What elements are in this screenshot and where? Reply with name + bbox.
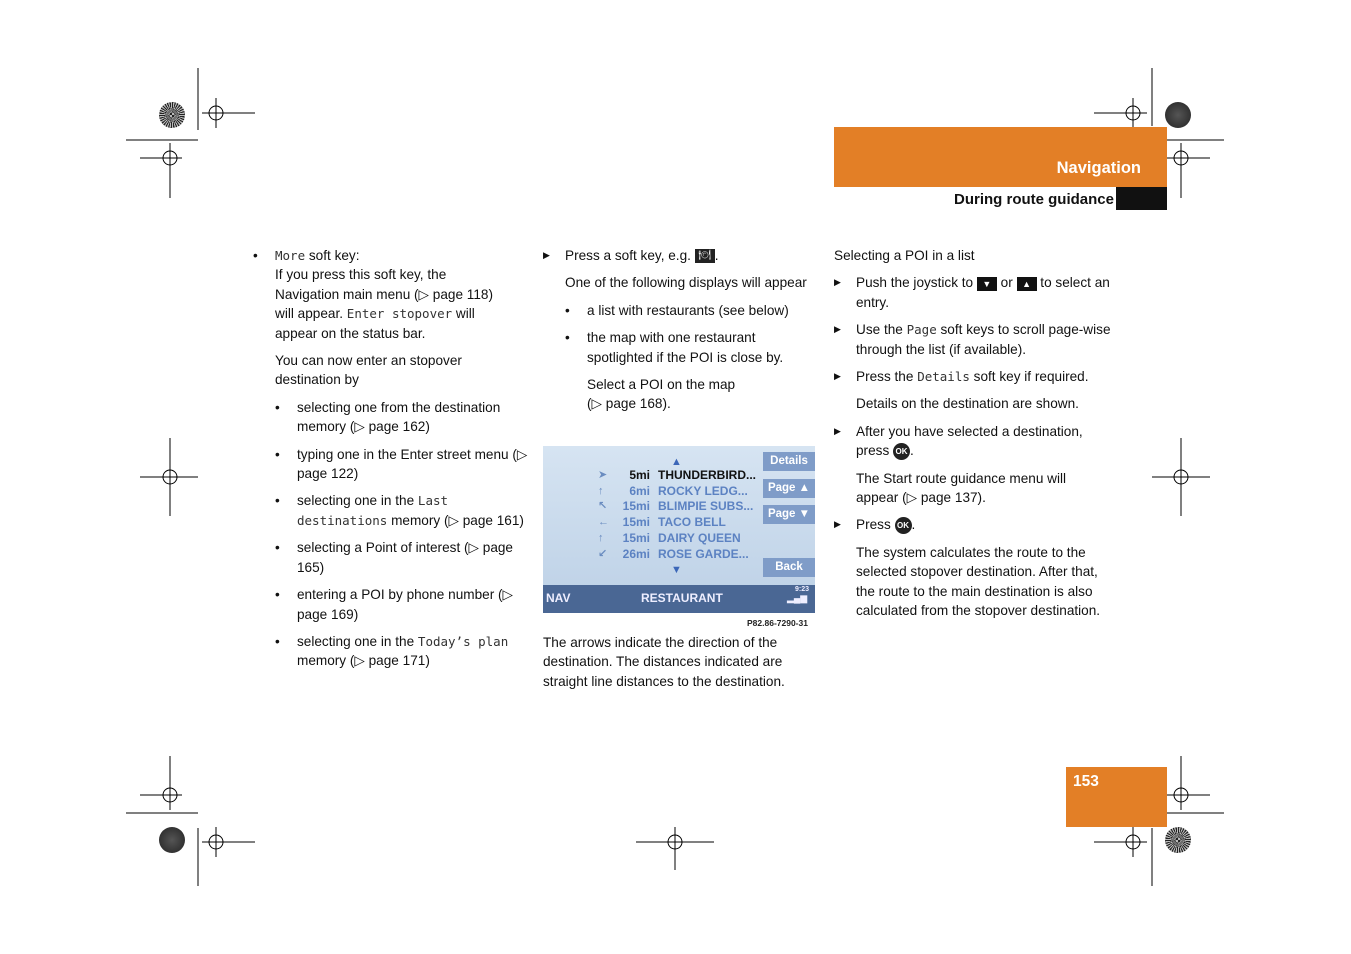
poi-name: ROCKY LEDG... [658,483,748,498]
list-item [275,585,528,624]
text: selecting one from the destination memory (▷ page 162) [297,399,501,435]
soft-key-label: More [275,248,306,263]
paragraph: The system calculates the route to the selected stopover destination. After that, the route to the main destination is also calculated from the stopover destination. [856,544,1101,619]
figure-caption [543,633,815,691]
text: soft keys to scroll page-wise through the list (if available). [856,322,1111,357]
poi-list-row[interactable] [543,530,763,546]
paragraph: You can now enter an stopover destination by [275,353,462,388]
text: Press the [856,369,918,385]
status-category: RESTAURANT [641,591,723,605]
list-item [275,491,528,530]
text: a list with restaurants (see below) [587,302,789,318]
registration-disk [1165,827,1191,853]
details-button[interactable]: Details [763,452,815,471]
column-1 [253,246,528,671]
status-nav: NAV [546,591,571,605]
poi-name: TACO BELL [658,515,726,530]
down-arrow-icon: ▼ [977,277,997,291]
direction-arrow-icon: ➤ [598,469,608,481]
poi-name: BLIMPIE SUBS... [658,499,754,514]
text: Push the joystick to [856,275,977,291]
paragraph: Details on the destination are shown. [856,396,1079,412]
paragraph: The Start route guidance menu will appear (▷ page 137). [856,470,1067,506]
text: If you press this soft key, the [275,267,447,283]
poi-list-row[interactable] [543,546,763,562]
direction-arrow-icon: ↖ [598,500,608,513]
poi-name: ROSE GARDE... [658,546,749,561]
poi-list-row[interactable] [543,467,763,483]
list-item [565,328,815,367]
text: Navigation main menu (▷ page 118) [275,286,494,302]
step [834,320,1112,359]
step [834,422,1112,461]
text: Press [856,517,895,533]
poi-distance: 15mi [622,530,650,545]
page-down-button[interactable]: Page ▼ [763,505,815,524]
soft-key-label: Page [906,322,937,338]
figure-reference: P82.86-7290-31 [747,618,808,628]
restaurant-icon: 🍽 [695,249,715,263]
poi-distance: 5mi [629,468,650,482]
step [834,273,1112,312]
signal-icon: ▂▄▆ [787,593,808,603]
text: Use the [856,322,907,338]
direction-arrow-icon: ← [598,516,609,529]
text: the map with one restaurant spotlighted if the POI is close by. [587,330,784,365]
page-number: 153 [1073,773,1099,790]
soft-key-label: Details [917,369,970,385]
menu-name: Last destinations [297,493,449,528]
menu-name: Today’s plan [417,633,509,649]
text: soft key if required. [969,369,1089,385]
section-title: Navigation [1056,159,1141,177]
page-number-tab [1066,767,1167,827]
text: entering a POI by phone number (▷ page 169) [297,587,513,622]
list-item [275,632,528,671]
direction-arrow-icon: ↑ [598,531,604,544]
text: will appear. [275,306,347,322]
up-arrow-icon: ▲ [1017,277,1037,291]
status-bar [543,585,815,613]
ok-button-icon: OK [895,517,912,534]
text: selecting a Point of interest (▷ page 165) [297,540,513,575]
direction-arrow-icon: ↙ [598,547,608,560]
column-3 [834,246,1112,621]
poi-name: THUNDERBIRD... [658,468,756,482]
poi-distance: 15mi [622,499,650,514]
list-item [275,398,528,437]
text: . [910,443,914,459]
poi-name: DAIRY QUEEN [658,530,741,545]
section-header [834,127,1167,187]
direction-arrow-icon: ↑ [598,484,604,497]
page-up-button[interactable]: Page ▲ [763,479,815,498]
subtitle-marker [1116,187,1167,210]
text: (▷ page 168). [587,396,671,412]
list-item [275,538,528,577]
column-2 [543,246,815,414]
text: selecting one in the [297,633,418,649]
paragraph [565,375,815,414]
text: typing one in the Enter street menu (▷ page 122) [297,446,528,482]
scroll-down-icon: ▼ [671,564,682,576]
text: Press a soft key, e.g. [565,248,695,263]
section-subtitle: During route guidance [953,191,1114,208]
caption-text: The arrows indicate the direction of the destination. The distances indicated are straight line distances to the destination. [543,635,785,689]
text: to select an entry. [856,275,1110,310]
poi-list-row[interactable] [543,498,763,514]
registration-disk [1165,102,1191,128]
text: Select a POI on the map [587,377,736,393]
list-item [565,301,815,320]
text: soft key: [305,248,360,263]
registration-disk [159,102,185,128]
list-item [275,445,528,484]
ok-button-icon: OK [893,443,910,460]
paragraph: One of the following displays will appear [565,275,807,291]
text: appear on the status bar. [275,325,426,341]
display-screenshot [543,446,815,613]
text: After you have selected a destination, press [856,423,1083,459]
step [834,367,1112,386]
poi-distance: 15mi [622,515,650,530]
step [543,246,815,265]
status-time: 9:23 [795,586,810,593]
subheading: Selecting a POI in a list [834,248,975,263]
text: memory (▷ page 161) [387,512,524,528]
poi-list-row[interactable] [543,514,763,530]
scroll-up-icon: ▲ [671,456,682,468]
poi-distance: 6mi [629,483,650,498]
text: selecting one in the [297,493,418,509]
status-text: Enter stopover [346,306,453,322]
registration-disk [159,827,185,853]
back-button[interactable]: Back [763,558,815,577]
poi-distance: 26mi [622,546,650,561]
text: . [714,248,719,263]
step [834,515,1112,534]
text: . [911,517,916,533]
text: memory (▷ page 171) [297,653,430,669]
poi-list-row[interactable] [543,483,763,499]
text: will [452,306,475,322]
list-item [253,246,528,343]
text: or [996,275,1017,291]
